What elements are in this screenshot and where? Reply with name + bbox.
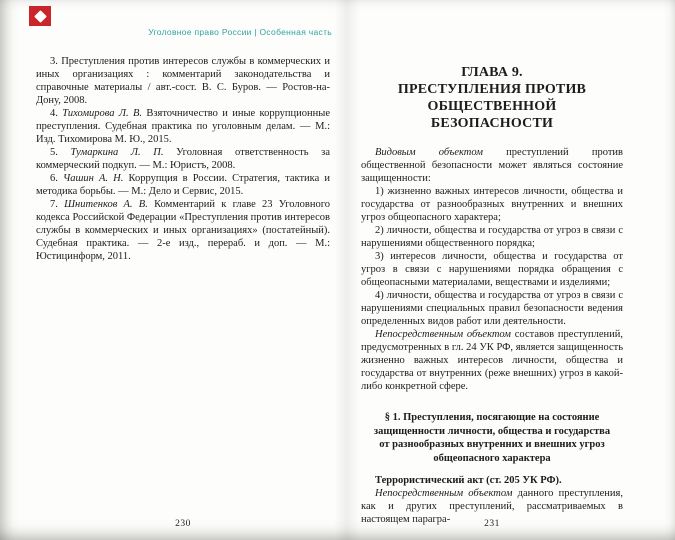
terror-act-heading: Террористический акт (ст. 205 УК РФ). xyxy=(375,475,562,486)
bibliography-entry xyxy=(36,55,330,107)
entry-text: Преступления против интересов службы в коммерческих и иных организациях : комментарий законодательства и справочные материалы / авт.-сост. В. С. Буров. — Ростов-на-Дону, 2008. xyxy=(36,56,330,106)
section-heading-line: от разнообразных внутренних и внешних угроз xyxy=(379,439,605,450)
chapter-title-line: ОБЩЕСТВЕННОЙ xyxy=(427,99,557,114)
object-paragraph-lead: Непосредственным объектом xyxy=(375,329,511,340)
bibliography-entry xyxy=(36,107,330,146)
closing-paragraph-rest: данного преступления, как и других преступлений, рассматриваемых в настоящем парагра- xyxy=(361,488,623,525)
list-item-paragraph: 4) личности, общества и государства от угроз в связи с нарушениями специальных правил безопасности ведения определенных видов работ или деятельности. xyxy=(361,290,623,327)
bibliography-entry xyxy=(36,146,330,172)
entry-number: 7. xyxy=(50,199,58,210)
chapter-title-line: ГЛАВА 9. xyxy=(461,65,523,80)
section-heading xyxy=(361,411,623,465)
chapter-title-line: БЕЗОПАСНОСТИ xyxy=(430,116,554,131)
entry-text: Уголовная ответственность за коммерческий подкуп. — М.: Юристъ, 2008. xyxy=(36,147,330,171)
entry-author: Чашин А. Н. xyxy=(63,173,124,184)
entry-text: Комментарий к главе 23 Уголовного кодекса Российской Федерации «Преступления против интересов службы в коммерческих и иных организациях» (постатейный). Судебная практика. — 2-е изд., перераб. и доп. — М.: Юстицинформ, 2011. xyxy=(36,199,331,262)
section-heading-line: § 1. Преступления, посягающие на состояние xyxy=(384,412,600,423)
intro-lead: Видовым объектом xyxy=(375,147,483,158)
list-item-paragraph: 3) интересов личности, общества и государства от угроз в связи с нарушениями порядка обращения с общеопасными материалами, веществами и изделиями; xyxy=(361,251,623,288)
entry-number: 3. xyxy=(50,56,58,67)
object-paragraph-rest: составов преступлений, предусмотренных в гл. 24 УК РФ, является защищенность жизненно важных интересов личности, общества и государства от внутренних (реже внешних) угроз в какой-либо конкретной сфере. xyxy=(361,329,623,392)
chapter-title-line: ПРЕСТУПЛЕНИЯ ПРОТИВ xyxy=(397,82,587,97)
entry-author: Тумаркина Л. П. xyxy=(70,147,164,158)
page-number-left: 230 xyxy=(175,519,191,529)
entry-text: Коррупция в России. Стратегия, тактика и методика борьбы. — М.: Дело и Сервис, 2015. xyxy=(36,173,330,197)
right-page xyxy=(361,60,623,526)
entry-text: Взяточничество и иные коррупционные преступления. Судебная практика по уголовным делам. — М.: Изд. Тихомирова М. Ю., 2015. xyxy=(36,108,330,145)
closing-paragraph-lead: Непосредственным объектом xyxy=(375,488,513,499)
logo-icon xyxy=(34,10,47,23)
entry-author: Шнитенков А. В. xyxy=(64,199,148,210)
entry-number: 4. xyxy=(50,108,58,119)
bibliography-entry xyxy=(36,172,330,198)
section-heading-line: общеопасного характера xyxy=(433,452,551,464)
intro-rest: преступлений против общественной безопасности может являться состояние защищенности: xyxy=(361,147,623,184)
chapter-title xyxy=(361,64,623,132)
left-page xyxy=(36,55,330,263)
bibliography-entry xyxy=(36,198,330,263)
entry-number: 5. xyxy=(50,147,58,158)
entry-author: Тихомирова Л. В. xyxy=(62,108,142,119)
list-item-paragraph: 2) личности, общества и государства от угроз в связи с нарушениями общественного порядка; xyxy=(361,225,623,249)
running-head: Уголовное право России | Особенная часть xyxy=(148,27,332,37)
intro-paragraph xyxy=(361,146,623,185)
object-paragraph xyxy=(361,328,623,393)
section-heading-line: защищенности личности, общества и государства xyxy=(373,425,611,437)
red-bookmark xyxy=(29,6,51,26)
entry-number: 6. xyxy=(50,173,58,184)
list-item-paragraph: 1) жизненно важных интересов личности, общества и государства от разнообразных внутренних и внешних угроз общеопасного характера; xyxy=(361,186,623,223)
gutter-shadow xyxy=(334,0,360,540)
page-number-right: 231 xyxy=(484,519,500,529)
